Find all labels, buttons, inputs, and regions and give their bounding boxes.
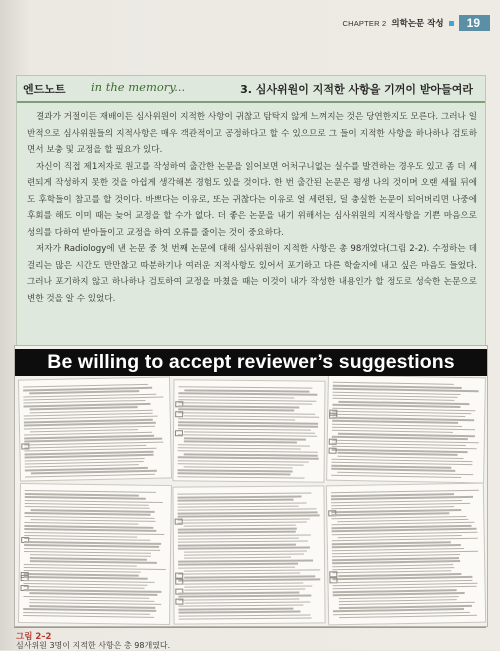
chapter-label: CHAPTER 2 [342, 18, 387, 28]
text-line [178, 499, 294, 501]
text-line [184, 550, 307, 552]
annotation-mark [175, 411, 183, 417]
text-line [178, 396, 294, 399]
text-line [178, 537, 299, 539]
text-line [178, 592, 299, 594]
text-line [178, 534, 311, 537]
text-line [178, 502, 307, 505]
text-line [25, 473, 155, 477]
text-line [339, 615, 477, 619]
text-line [179, 617, 312, 620]
endnote-paragraph: 저자가 Radiology에 낸 논문 중 첫 번째 논문에 대해 심사위원이 지적한 사항은 총 98개였다(그림 2-2). 수정하는 데 걸리는 많은 시간도 만만찮고 따분하기나 여러운 지적사항도 있어서 포기하고 다른 학술지에 내고 싶은 마음도 들었다. 그러나 포기하지 않고 하나하나 검토하여 교정을 마쳤을 때는 이것이 내가 작성한 내용인가 할 정도로 성숙한 논문으로 변한 것을 알 수 있었다. [27, 244, 477, 304]
text-line [178, 418, 295, 421]
text-line [178, 405, 299, 408]
text-line [178, 605, 303, 607]
endnote-box [16, 75, 486, 347]
text-line [184, 438, 306, 441]
text-line [184, 557, 291, 559]
text-line [178, 518, 310, 521]
text-line [178, 473, 291, 476]
text-line [178, 409, 294, 412]
review-sheet [172, 379, 325, 483]
text-line [178, 611, 300, 613]
text-line [178, 460, 309, 463]
text-line [178, 476, 305, 479]
annotation-mark [175, 573, 183, 579]
running-header [343, 13, 491, 33]
text-line [178, 444, 310, 447]
review-sheet [326, 375, 486, 484]
text-line [178, 402, 312, 405]
text-line [177, 496, 301, 498]
text-line [178, 469, 293, 472]
endnote-header [17, 76, 485, 103]
text-line [178, 528, 297, 530]
text-line [177, 492, 311, 495]
text-line [184, 431, 315, 434]
text-line [178, 393, 317, 396]
text-line [178, 515, 320, 518]
text-line [331, 474, 461, 478]
text-line [178, 463, 304, 466]
text-line [184, 589, 305, 591]
endnote-title: 3. 심사위원이 지적한 사항을 기꺼이 받아들여라 [240, 83, 473, 96]
text-line [184, 466, 293, 469]
text-line [178, 512, 318, 515]
figure-label: 그림 2–2 [16, 632, 52, 642]
text-line [178, 399, 316, 402]
text-line [178, 566, 295, 568]
endnote-body [27, 109, 477, 307]
annotation-mark [329, 571, 337, 577]
annotation-mark [329, 448, 337, 454]
annotation-mark [175, 598, 183, 604]
text-line [178, 531, 296, 533]
text-line [178, 563, 298, 565]
text-line [178, 547, 310, 550]
text-line [184, 390, 309, 393]
text-line [184, 553, 304, 555]
text-line [178, 595, 311, 598]
text-line [184, 576, 315, 579]
text-line [179, 614, 311, 617]
review-sheet [326, 483, 486, 626]
text-line [178, 573, 300, 575]
text-line [178, 508, 317, 511]
text-line [178, 521, 307, 524]
text-line [178, 386, 312, 389]
endnote-paragraph: 자신이 직접 제1저자로 원고를 작성하여 출간한 논문을 읽어보면 어처구니없는 실수를 발견하는 경우도 있고 좀 더 세련되게 작성하지 못한 것을 아쉽게 생각해본 경험도 있을 것이다. 한 번 출간된 논문은 평생 나의 것이며 오랜 세월 뒤에도 후학들이 참고를 할 것이다. 바쁘다는 이유로, 또는 귀찮다는 이유로 얼 세련된, 덜 충실한 논문이 되어버리면 나중에 후회를 해도 이미 때는 늦어 교정을 할 수가 없다. 더 좋은 논문을 내기 위해서는 심사위원의 지적사항을 기쁜 마음으로 성의를 다하여 받아들이고 교정을 하여 오류를 줄이는 것이 중요하다. [27, 161, 477, 238]
figure-banner: Be willing to accept reviewer’s suggestions [15, 349, 487, 376]
review-sheet [18, 483, 172, 625]
text-line [184, 585, 312, 588]
figure-caption: 심사위원 3명이 지적한 사항은 총 98개였다. [16, 641, 171, 650]
text-line [23, 615, 154, 618]
text-line [178, 412, 315, 415]
text-line [178, 582, 303, 584]
text-line [184, 415, 319, 418]
text-line [184, 454, 318, 457]
text-line [184, 569, 320, 572]
text-line [178, 579, 320, 582]
caption-rule [14, 627, 486, 628]
text-line [178, 598, 299, 600]
text-line [331, 490, 479, 494]
text-line [184, 441, 297, 444]
chapter-title: 의학논문 작성 [391, 19, 444, 29]
text-line [178, 425, 318, 428]
review-sheet [18, 376, 172, 481]
text-line [178, 540, 308, 543]
page-number: 19 [459, 15, 490, 31]
text-line [178, 544, 296, 546]
endnote-italic-label: in the memory... [91, 80, 186, 94]
text-line [178, 608, 293, 610]
text-line [178, 428, 311, 431]
text-line [178, 560, 313, 563]
text-line [178, 505, 299, 507]
square-bullet-icon [449, 21, 454, 26]
endnote-label: 엔드노트 [23, 83, 66, 96]
review-sheet [172, 485, 325, 624]
figure-reviewer-comments [14, 345, 488, 627]
text-line [332, 538, 478, 542]
text-line [184, 601, 310, 603]
endnote-paragraph: 결과가 거절이든 재배이든 심사위원이 지적한 사항이 귀찮고 탐탁지 않게 느껴지는 것은 당연한지도 모른다. 그러나 일반적으로 심사위원들의 지적사항은 매우 객관적이고 공정하다고 할 수 있으므로 그 들이 지적한 사항을 하나하나 검토하면서 보충 및 교정을 할 필요가 있다. [27, 112, 477, 155]
text-line [184, 525, 296, 527]
text-line [178, 447, 301, 450]
